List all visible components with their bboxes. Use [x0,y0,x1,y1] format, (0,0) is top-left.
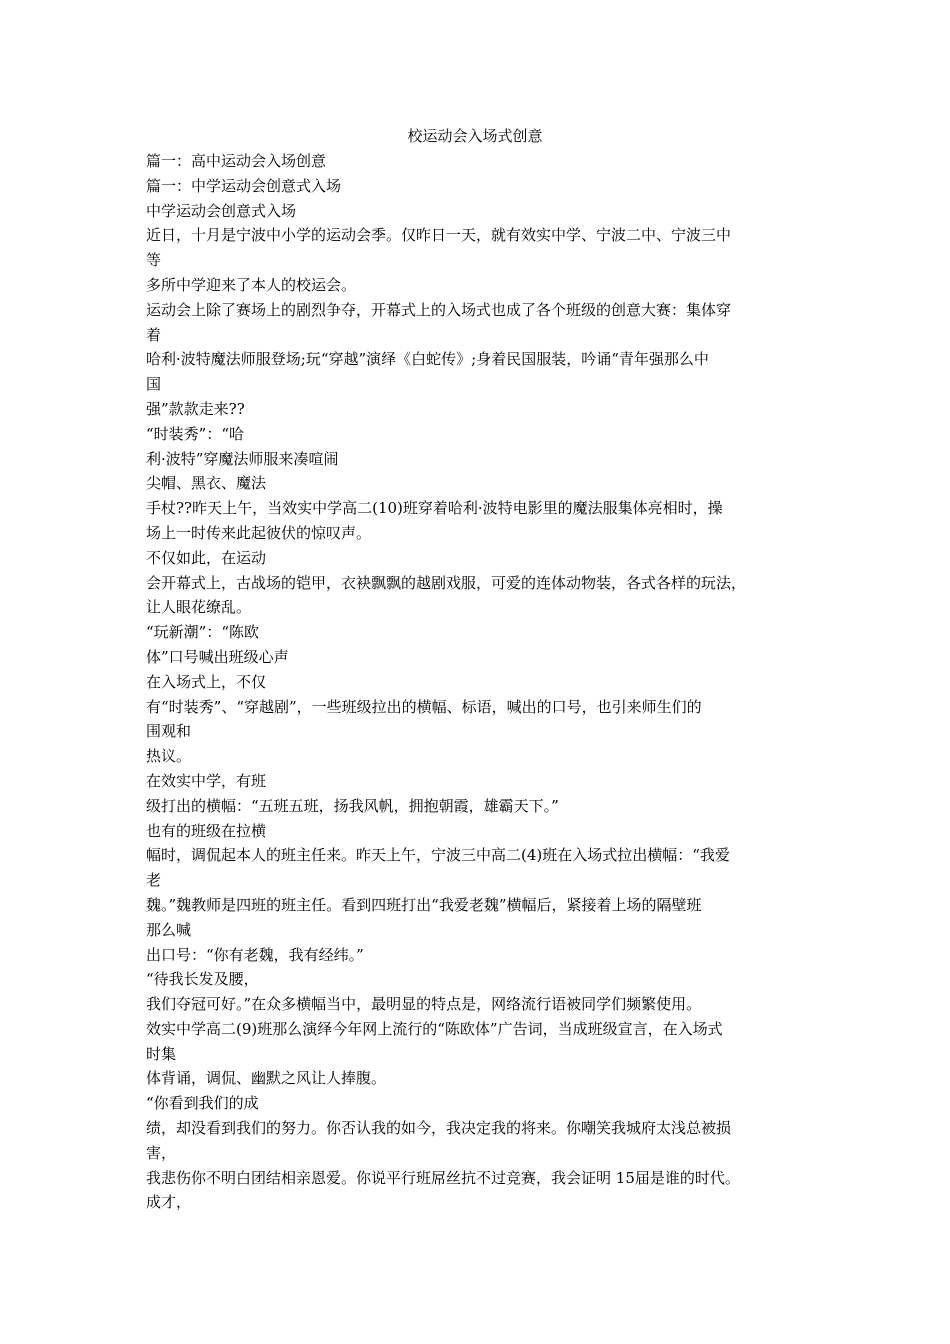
text-line: 热议。 [146,747,192,766]
text-line: 有“时装秀”、“穿越剧”，一些班级拉出的横幅、标语，喊出的口号，也引来师生们的 [146,697,702,716]
text-line: 时集 [146,1044,177,1063]
document-body [146,149,826,1215]
text-line: 等 [146,251,162,270]
text-line: 我们夺冠可好。”在众多横幅当中，最明显的特点是，网络流行语被同学们频繁使用。 [146,995,702,1014]
text-line: 会开幕式上，古战场的铠甲，衣袂飘飘的越剧戏服，可爱的连体动物装，各式各样的玩法， [146,573,747,592]
text-line: 那么喊 [146,920,192,939]
text-line: 害， [146,1143,177,1162]
text-line: 级打出的横幅：“五班五班，扬我风帆，拥抱朝霞，雄霸天下。” [146,796,559,815]
text-line: “玩新潮”：“陈欧 [146,623,260,642]
text-line: 在入场式上，不仅 [146,672,267,691]
text-line: 幅时，调侃起本人的班主任来。昨天上午，宁波三中高二(4)班在入场式拉出横幅：“我爱 [146,846,730,865]
text-line: 老 [146,871,162,890]
text-line: 多所中学迎来了本人的校运会。 [146,275,357,294]
text-line: 哈利·波特魔法师服登场;玩“穿越”演绎《白蛇传》;身着民国服装，吟诵“青年强那么中 [146,350,709,369]
text-line: 效实中学高二(9)班那么演绎今年网上流行的“陈欧体”广告词，当成班级宣言，在入场式 [146,1019,723,1038]
text-line: 出口号：“你有老魏，我有经纬。” [146,945,364,964]
document-title: 校运动会入场式创意 [407,127,543,145]
text-line: 手杖??昨天上午，当效实中学高二(10)班穿着哈利·波特电影里的魔法服集体亮相时，操 [146,499,723,518]
text-line: 体背诵，调侃、幽默之风让人捧腹。 [146,1069,387,1088]
text-line: 让人眼花缭乱。 [146,598,252,617]
text-line: “待我长发及腰， [146,970,259,989]
text-line: 成才， [146,1193,192,1212]
text-line: 国 [146,375,162,394]
text-line: 不仅如此，在运动 [146,548,267,567]
text-line: 着 [146,325,162,344]
text-line: 篇一：高中运动会入场创意 [146,152,327,170]
text-line: 魏。”魏教师是四班的班主任。看到四班打出“我爱老魏”横幅后，紧接着上场的隔壁班 [146,895,702,914]
text-line: 近日，十月是宁波中小学的运动会季。仅昨日一天，就有效实中学、宁波二中、宁波三中 [146,226,732,245]
text-line: 体”口号喊出班级心声 [146,647,289,666]
text-line: 篇一：中学运动会创意式入场 [146,176,342,195]
text-line: 运动会上除了赛场上的剧烈争夺，开幕式上的入场式也成了各个班级的创意大赛：集体穿 [146,300,732,319]
text-line: “时装秀”：“哈 [146,424,245,443]
text-line: 围观和 [146,722,192,741]
text-line: 在效实中学，有班 [146,771,267,790]
text-line: 绩，却没看到我们的努力。你否认我的如今，我决定我的将来。你嘲笑我城府太浅总被损 [146,1119,732,1138]
text-line: 也有的班级在拉横 [146,821,267,840]
text-line: 尖帽、黑衣、魔法 [146,474,267,493]
text-line: 我悲伤你不明白团结相亲恩爱。你说平行班屌丝抗不过竞赛，我会证明 15届是谁的时代。 [146,1168,740,1187]
text-line: 利·波特”穿魔法师服来凑喧闹 [146,449,339,468]
text-line: 中学运动会创意式入场 [146,201,297,220]
text-line: “你看到我们的成 [146,1094,259,1113]
text-line: 场上一时传来此起彼伏的惊叹声。 [146,523,372,542]
text-line: 强”款款走来?? [146,399,245,418]
